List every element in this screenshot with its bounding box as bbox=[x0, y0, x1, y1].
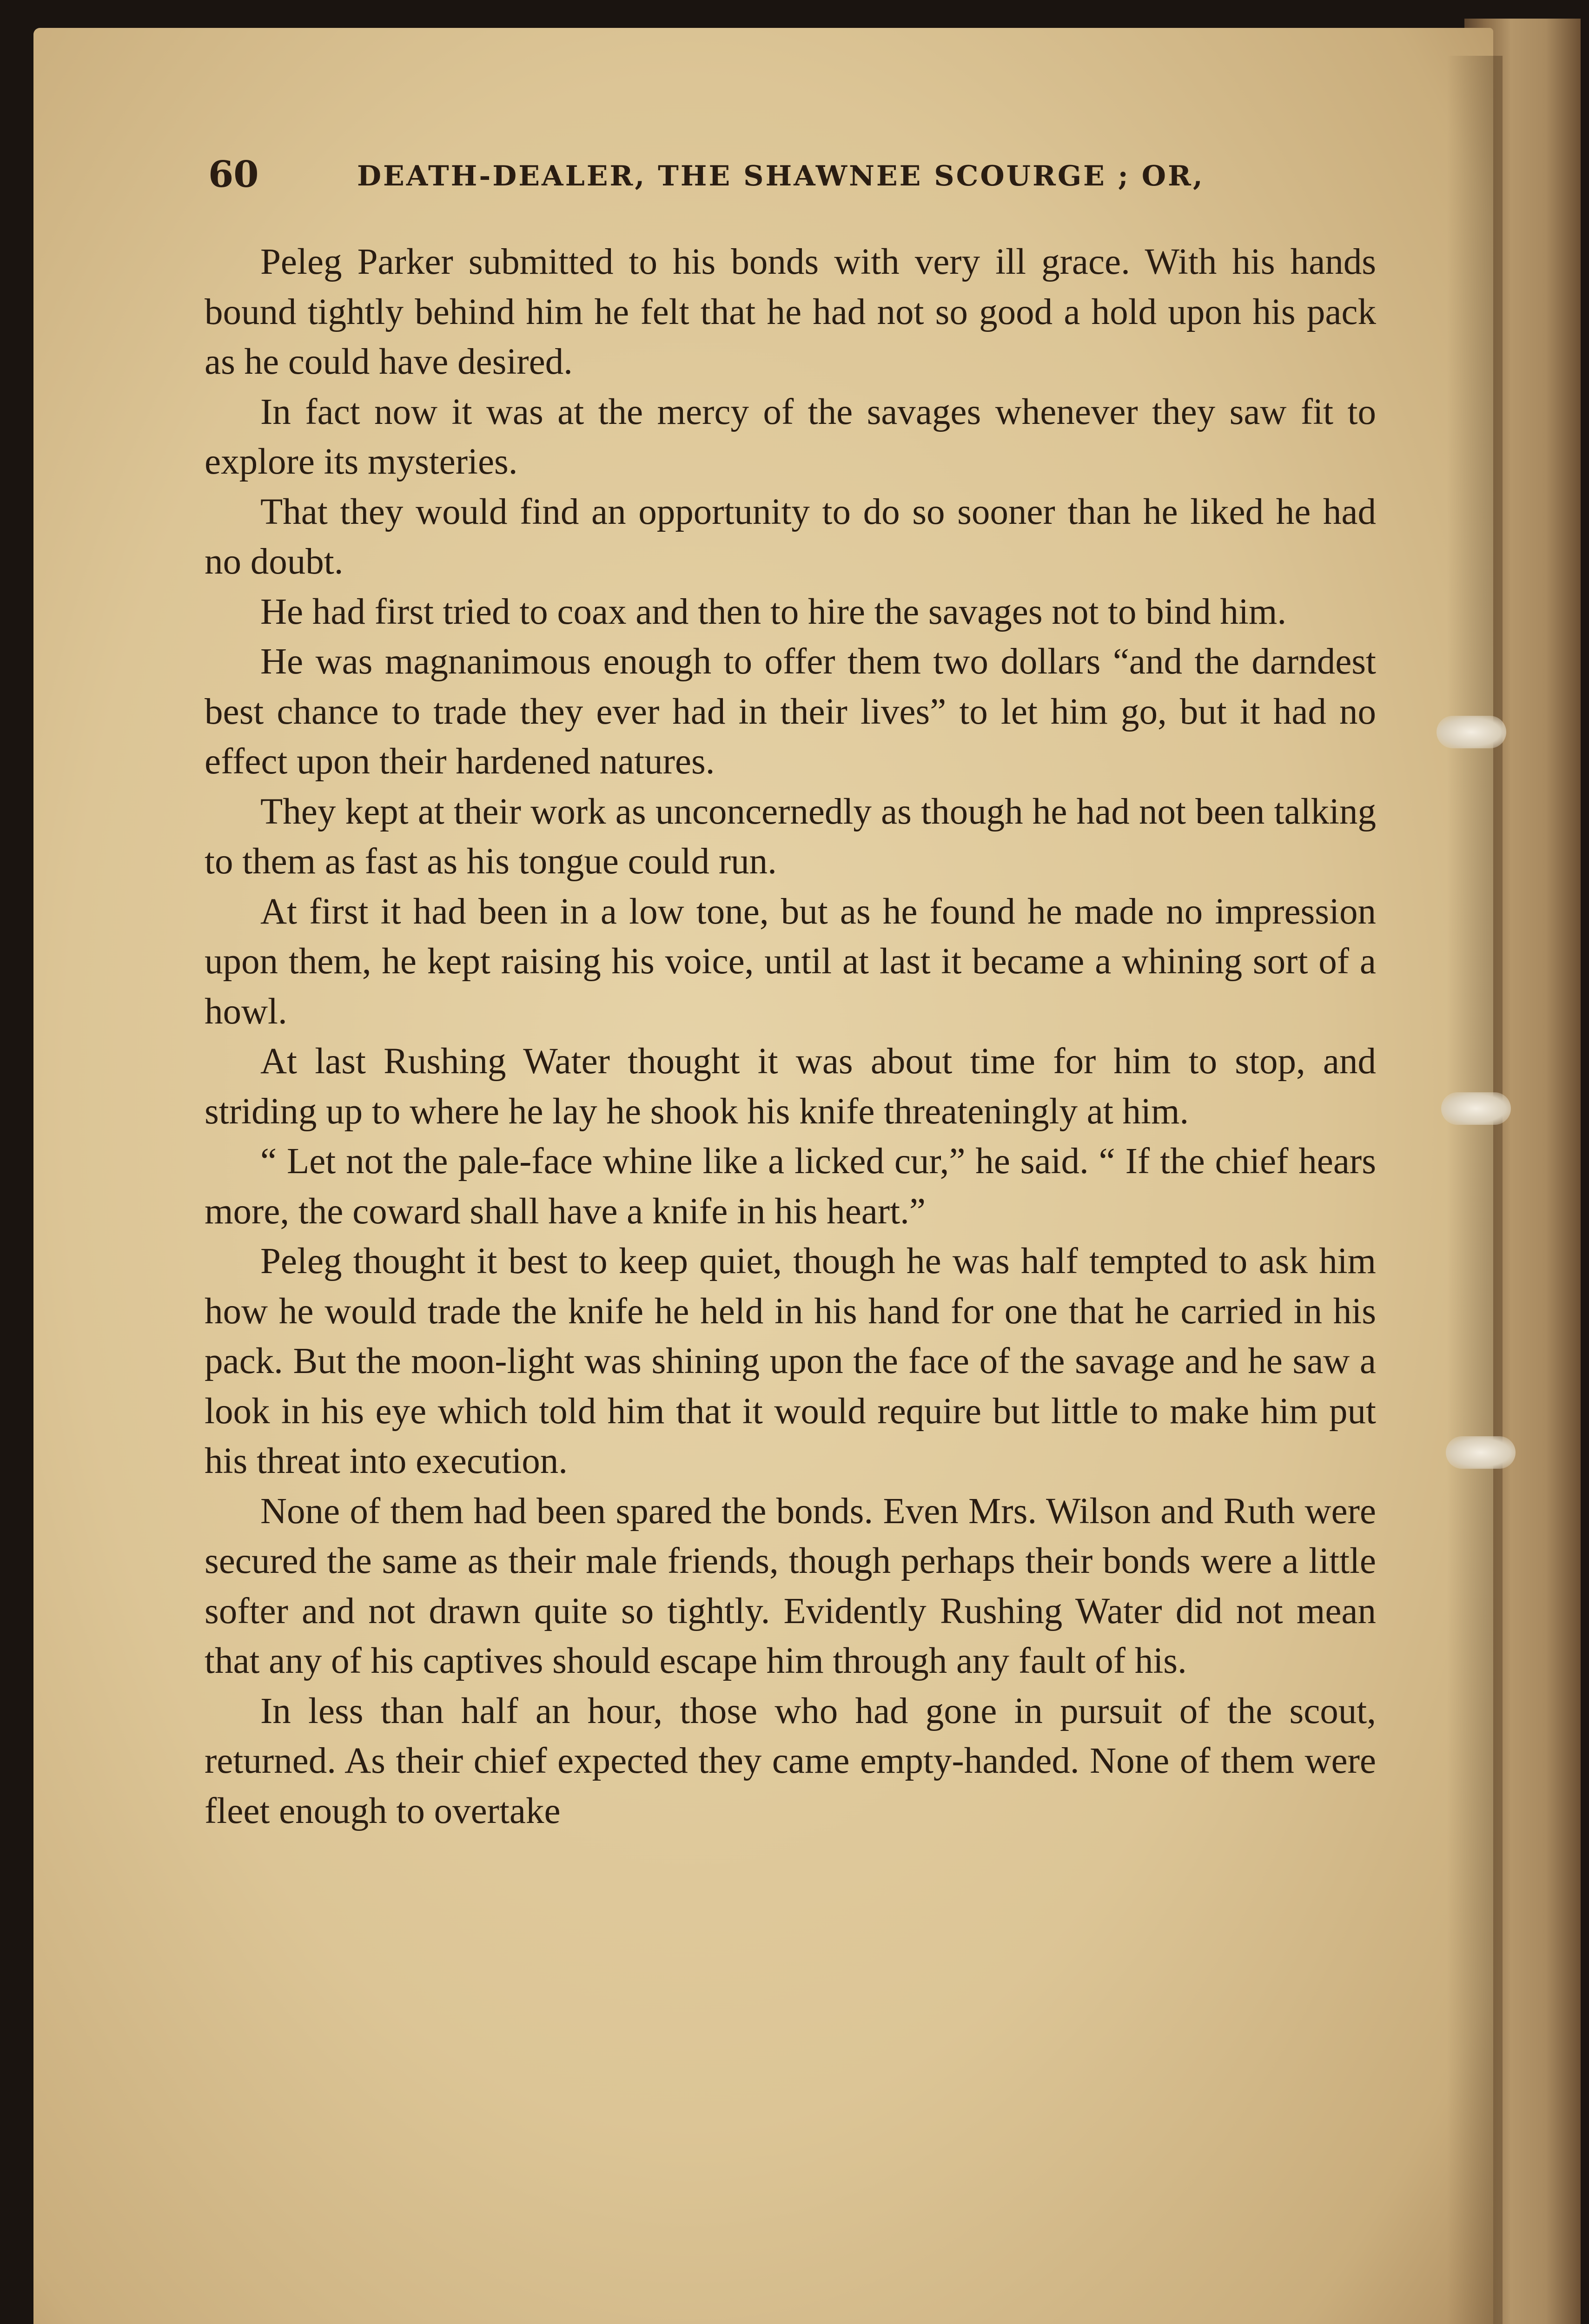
paragraph: At first it had been in a low tone, but as he found he made no impression upon them, he kept raising his voice, until at last it became a whining sort of a howl. bbox=[205, 891, 1376, 1032]
paragraph: At last Rushing Water thought it was about time for him to stop, and striding up to where he lay he shook his knife threateningly at him. bbox=[205, 1041, 1376, 1132]
paragraph: They kept at their work as unconcernedly as though he had not been talking to them as fast as his tongue could run. bbox=[205, 791, 1376, 882]
running-head: DEATH-DEALER, THE SHAWNEE SCOURGE ; OR, bbox=[357, 160, 1205, 192]
paragraph: That they would find an opportunity to do so sooner than he liked he had no doubt. bbox=[205, 491, 1376, 582]
paragraph: “ Let not the pale-face whine like a licked cur,” he said. “ If the chief hears more, the coward shall have a knife in his heart.” bbox=[205, 1141, 1376, 1232]
paragraph: Peleg thought it best to keep quiet, though he was half tempted to ask him how he would trade the knife he held in his hand for one that he carried in his pack. But the moon-light was shining upon the face of the savage and he saw a look in his eye which told him that it would require but little to make him put his threat into execution. bbox=[205, 1241, 1376, 1481]
body-text bbox=[205, 237, 1376, 1836]
binding-stitch bbox=[1446, 1436, 1516, 1469]
paragraph: Peleg Parker submitted to his bonds with very ill grace. With his hands bound tightly behind him he felt that he had not so good a hold upon his pack as he could have desired. bbox=[205, 242, 1376, 382]
paragraph: He was magnanimous enough to offer them two dollars “and the darndest best chance to trade they ever had in their lives” to let him go, but it had no effect upon their hardened natures. bbox=[205, 641, 1376, 782]
paragraph: In less than half an hour, those who had gone in pursuit of the scout, returned. As their chief expected they came empty-handed. None of them were fleet enough to overtake bbox=[205, 1690, 1376, 1831]
spine-shadow bbox=[1447, 56, 1503, 2324]
page-number: 60 bbox=[208, 153, 259, 196]
binding-stitch bbox=[1441, 1092, 1511, 1125]
binding-stitch bbox=[1437, 716, 1506, 748]
paragraph: In fact now it was at the mercy of the savages whenever they saw fit to explore its mysteries. bbox=[205, 391, 1376, 482]
paragraph: None of them had been spared the bonds. Even Mrs. Wilson and Ruth were secured the same as their male friends, though perhaps their bonds were a little softer and not drawn quite so tightly. Evidently Rushing Water did not mean that any of his captives should escape him through any fault of his. bbox=[205, 1491, 1376, 1681]
paragraph: He had first tried to coax and then to hire the savages not to bind him. bbox=[260, 591, 1287, 632]
page-header bbox=[208, 149, 1384, 200]
